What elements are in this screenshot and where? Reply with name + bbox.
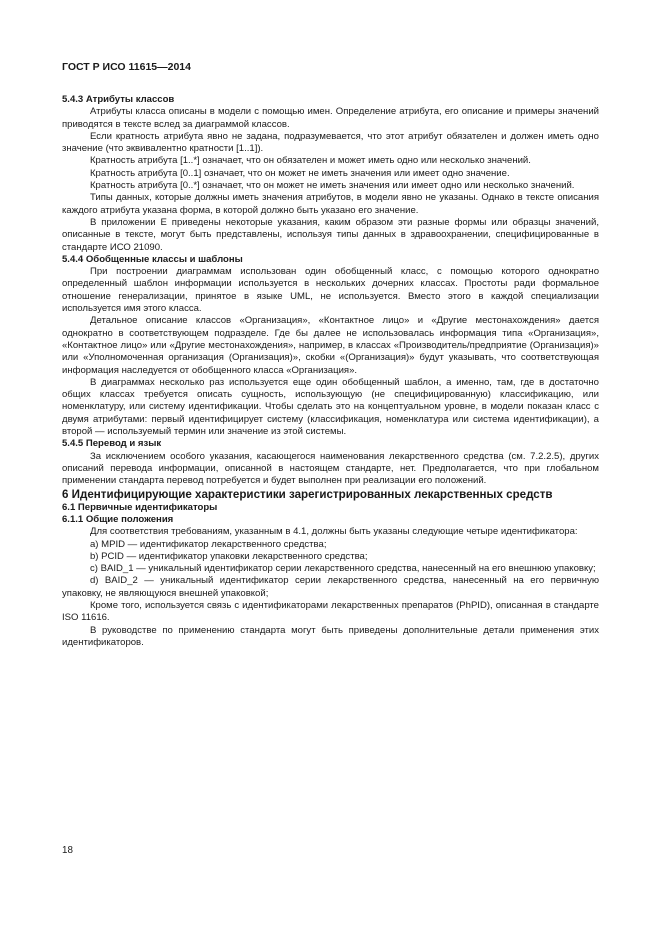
document-header: ГОСТ Р ИСО 11615—2014 xyxy=(62,61,191,73)
paragraph: Типы данных, которые должны иметь значения атрибутов, в модели явно не указаны. Однако в тексте описания каждого атрибута указана форма, в которой должно быть указано его значение. xyxy=(62,192,599,216)
paragraph: При построении диаграммам использован один обобщенный класс, с помощью которого однократно определенный шаблон информации используется в нескольких дочерних классах. Простоты ради формальное отношение генерализации, принятое в языке UML, не используется. Вместо этого в каждой специализации используется имя этого класса. xyxy=(62,266,599,315)
section-title-5-4-4: 5.4.4 Обобщенные классы и шаблоны xyxy=(62,253,243,265)
list-item: c) BAID_1 — уникальный идентификатор серии лекарственного средства, нанесенный на его внешнюю упаковку; xyxy=(90,563,596,575)
section-title-5-4-3: 5.4.3 Атрибуты классов xyxy=(62,94,175,105)
paragraph: В приложении Е приведены некоторые указания, каким образом эти разные формы или образцы значений, описанные в тексте, могут быть представлены, используя типы данных в здравоохранении, специфицированные в стандарте ИСО 21090. xyxy=(62,216,599,253)
paragraph: Атрибуты класса описаны в модели с помощью имен. Определение атрибута, его описание и примеры значений приводятся в тексте вслед за диаграммой классов. xyxy=(62,106,599,130)
list-item: a) MPID — идентификатор лекарственного средства; xyxy=(90,538,327,550)
paragraph: Если кратность атрибута явно не задана, подразумевается, что этот атрибут обязателен и должен иметь одно значение (что эквивалентно кратности [1..1]). xyxy=(62,130,599,155)
paragraph: Кроме того, используется связь с идентификаторами лекарственных препаратов (PhPID), описанная в стандарте ISO 11616. xyxy=(62,600,599,624)
section-title-5-4-5: 5.4.5 Перевод и язык xyxy=(62,438,162,450)
document-body xyxy=(62,94,599,649)
paragraph: Кратность атрибута [0..1] означает, что он может не иметь значения или имеет одно значение. xyxy=(90,167,510,179)
paragraph: Кратность атрибута [0..*] означает, что он может не иметь значения или имеет одно или несколько значений. xyxy=(90,180,575,192)
section-title-6-1-1: 6.1.1 Общие положения xyxy=(62,514,174,525)
section-title-6: 6 Идентифицирующие характеристики зарегистрированных лекарственных средств xyxy=(62,487,553,501)
list-item: d) BAID_2 — уникальный идентификатор серии лекарственного средства, нанесенный на его первичную упаковку, не являющуюся внешней упаковкой; xyxy=(62,575,599,599)
page-number: 18 xyxy=(62,845,73,856)
paragraph: Кратность атрибута [1..*] означает, что он обязателен и может иметь одно или несколько значений. xyxy=(90,155,531,167)
list-item: b) PCID — идентификатор упаковки лекарственного средства; xyxy=(90,550,368,562)
paragraph: За исключением особого указания, касающегося наименования лекарственного средства (см. 7.2.2.5), других описаний перевода информации, описанной в настоящем стандарте, нет. Предполагается, что при глобальном применении стандарта перевод потребуется и будет выполнен при реализации его положений. xyxy=(62,450,599,487)
paragraph: В руководстве по применению стандарта могут быть приведены дополнительные детали применения этих идентификаторов. xyxy=(62,624,599,648)
paragraph: В диаграммах несколько раз используется еще один обобщенный шаблон, а именно, там, где в достаточно общих классах требуется описать сущность, использующую (не специфицированную) классификацию, или номенклатуру, или систему идентификации. Чтобы сделать это на концептуальном уровне, в модели показан класс с двумя атрибутами: первый идентифицирует систему (классификация, номенклатура или система идентификации), а второй — используемый термин или значение из этой системы. xyxy=(62,376,599,438)
paragraph: Детальное описание классов «Организация», «Контактное лицо» и «Другие местонахождения» дается однократно в соответствующем подразделе. Где бы далее не использовалась информация типа «Организация», «Контактное лицо» или «Другие местонахождения», например, в классах «Производитель/предприятие (Организация)» или «Уполномоченная организация (Организация)», скобки «(Организация)» будут указывать, что соответствующая информация наследуется от обобщенного класса «Организация». xyxy=(62,315,599,376)
section-title-6-1: 6.1 Первичные идентификаторы xyxy=(62,501,218,513)
paragraph: Для соответствия требованиям, указанным в 4.1, должны быть указаны следующие четыре идентификатора: xyxy=(90,526,578,538)
